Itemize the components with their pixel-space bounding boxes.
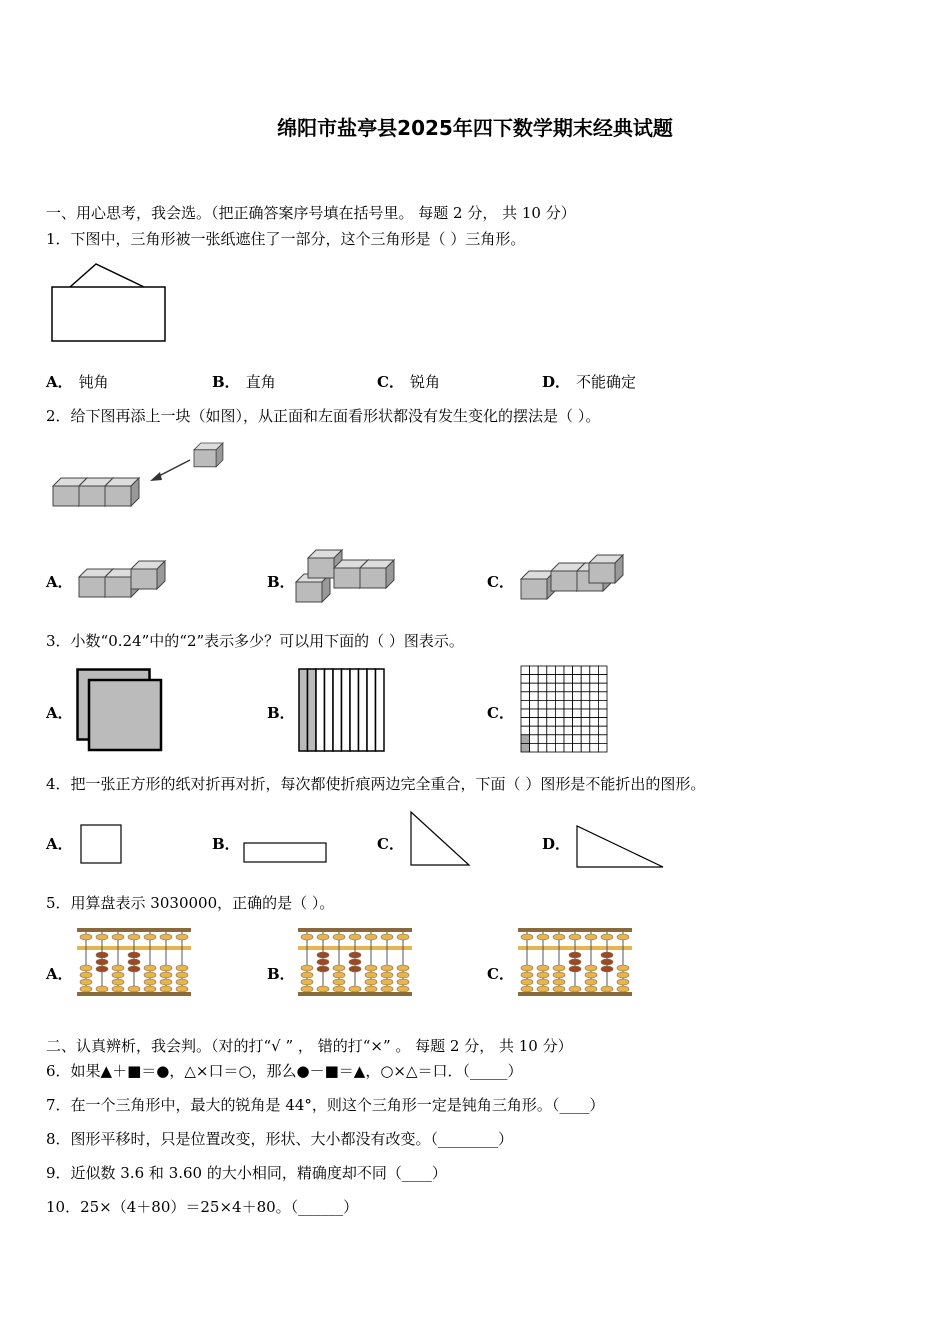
question-5: 5．用算盘表示 3030000，正确的是（ ）。 (46, 894, 335, 912)
grid-cell (573, 692, 582, 701)
abacus-upper-bead (397, 934, 409, 940)
abacus-lower-bead (333, 965, 345, 971)
grid-cell (555, 718, 564, 727)
abacus-lower-bead (317, 959, 329, 965)
abacus-lower-bead (333, 986, 345, 992)
abacus-lower-bead (349, 966, 361, 972)
grid-cell (581, 666, 590, 675)
abacus-upper-bead (617, 934, 629, 940)
abacus-lower-bead (96, 952, 108, 958)
grid-cell (598, 709, 607, 718)
grid-cell (573, 743, 582, 752)
question-4: 4．把一张正方形的纸对折再对折，每次都使折痕两边完全重合，下面（ ）图形是不能折出的图形。 (46, 775, 706, 793)
abacus-lower-bead (112, 972, 124, 978)
abacus-lower-bead (96, 959, 108, 965)
grid-cell (521, 726, 530, 735)
abacus-lower-bead (617, 965, 629, 971)
grid-cell (590, 675, 599, 684)
grid-cell (521, 743, 530, 752)
abacus-upper-bead (80, 934, 92, 940)
strip-cell (325, 669, 334, 751)
abacus-lower-bead (569, 966, 581, 972)
abacus-lower-bead (537, 965, 549, 971)
abacus-lower-bead (397, 986, 409, 992)
abacus-top-bar (298, 928, 412, 932)
grid-cell (547, 726, 556, 735)
grid-cell (573, 666, 582, 675)
grid-cell (590, 726, 599, 735)
strip-cell (342, 669, 351, 751)
q5-option-c-abacus[interactable] (518, 926, 636, 998)
abacus-lower-bead (349, 986, 361, 992)
abacus-lower-bead (585, 965, 597, 971)
abacus-lower-bead (381, 972, 393, 978)
abacus-lower-bead (128, 952, 140, 958)
grid-cell (538, 709, 547, 718)
grid-cell (564, 692, 573, 701)
abacus-lower-bead (349, 952, 361, 958)
strip-cell (376, 669, 385, 751)
abacus-lower-bead (176, 986, 188, 992)
abacus-lower-bead (128, 966, 140, 972)
abacus-lower-bead (112, 979, 124, 985)
q2-cubes-with-arrow-figure (50, 440, 230, 512)
abacus-upper-bead (521, 934, 533, 940)
q3-option-b[interactable]: B． (267, 704, 295, 722)
abacus-lower-bead (96, 986, 108, 992)
abacus-upper-bead (585, 934, 597, 940)
abacus-lower-bead (176, 965, 188, 971)
grid-cell (598, 735, 607, 744)
abacus-lower-bead (349, 959, 361, 965)
grid-cell (547, 709, 556, 718)
grid-cell (598, 700, 607, 709)
abacus-lower-bead (365, 979, 377, 985)
abacus-lower-bead (585, 986, 597, 992)
strip-cell (333, 669, 342, 751)
abacus-lower-bead (537, 986, 549, 992)
abacus-lower-bead (365, 965, 377, 971)
page-title: 绵阳市盐亭县2025年四下数学期末经典试题 (277, 116, 673, 140)
grid-cell (573, 700, 582, 709)
abacus-lower-bead (80, 979, 92, 985)
grid-cell (521, 666, 530, 675)
grid-cell (555, 666, 564, 675)
abacus-lower-bead (397, 965, 409, 971)
abacus-lower-bead (537, 979, 549, 985)
abacus-lower-bead (521, 979, 533, 985)
grid-cell (521, 709, 530, 718)
abacus-lower-bead (144, 979, 156, 985)
q3-option-c[interactable]: C． (487, 704, 514, 722)
grid-cell (555, 735, 564, 744)
q2-option-a[interactable]: A． (46, 573, 73, 591)
grid-cell (573, 709, 582, 718)
abacus-lower-bead (176, 972, 188, 978)
abacus-lower-bead (365, 972, 377, 978)
abacus-lower-bead (96, 966, 108, 972)
q2-option-c-cubes[interactable] (519, 553, 625, 603)
grid-cell (573, 718, 582, 727)
abacus-lower-bead (585, 979, 597, 985)
grid-cell (538, 692, 547, 701)
q2-option-c[interactable]: C． (487, 573, 514, 591)
grid-cell (538, 718, 547, 727)
abacus-upper-bead (537, 934, 549, 940)
grid-cell (598, 675, 607, 684)
abacus-lower-bead (381, 986, 393, 992)
abacus-lower-bead (569, 986, 581, 992)
grid-cell (530, 709, 539, 718)
abacus-lower-bead (160, 979, 172, 985)
abacus-upper-bead (553, 934, 565, 940)
grid-cell (598, 743, 607, 752)
strip-cell (316, 669, 325, 751)
grid-cell (590, 709, 599, 718)
grid-cell (530, 666, 539, 675)
grid-cell (564, 743, 573, 752)
abacus-lower-bead (569, 959, 581, 965)
grid-cell (590, 692, 599, 701)
grid-cell (547, 666, 556, 675)
q5-option-b-abacus[interactable] (298, 926, 416, 998)
abacus-lower-bead (128, 959, 140, 965)
abacus-lower-bead (112, 965, 124, 971)
q3-option-b-strips[interactable] (298, 668, 386, 752)
abacus-upper-bead (112, 934, 124, 940)
strip-cell (299, 669, 308, 751)
section-heading-1: 一、用心思考，我会选。（把正确答案序号填在括号里。 每题 2 分， 共 10 分） (46, 204, 576, 222)
abacus-bottom-bar (77, 992, 191, 996)
grid-cell (530, 718, 539, 727)
abacus-lower-bead (601, 986, 613, 992)
q4-option-c[interactable]: C． (377, 835, 404, 853)
question-8: 8．图形平移时，只是位置改变，形状、大小都没有改变。（________） (46, 1130, 514, 1148)
grid-cell (564, 683, 573, 692)
strip-cell (367, 669, 376, 751)
grid-cell (590, 718, 599, 727)
grid-cell (547, 683, 556, 692)
q4-option-a[interactable]: A． (46, 835, 73, 853)
grid-cell (538, 700, 547, 709)
grid-cell (555, 726, 564, 735)
grid-cell (555, 700, 564, 709)
q4-option-a-square[interactable] (80, 824, 124, 866)
grid-cell (573, 675, 582, 684)
grid-cell (521, 700, 530, 709)
grid-cell (598, 683, 607, 692)
grid-cell (538, 743, 547, 752)
abacus-upper-bead (381, 934, 393, 940)
abacus-lower-bead (381, 979, 393, 985)
grid-cell (581, 683, 590, 692)
abacus-lower-bead (601, 966, 613, 972)
q4-option-d[interactable]: D． (542, 835, 571, 853)
question-1: 1．下图中，三角形被一张纸遮住了一部分，这个三角形是（ ）三角形。 (46, 230, 526, 248)
section-heading-2: 二、认真辨析，我会判。（对的打“√ ” ， 错的打“×” 。 每题 2 分， 共 10 分） (46, 1037, 573, 1055)
abacus-upper-bead (601, 934, 613, 940)
abacus-bottom-bar (298, 992, 412, 996)
abacus-lower-bead (317, 966, 329, 972)
q1-option-b[interactable]: B． 直角 (212, 373, 276, 391)
grid-cell (530, 735, 539, 744)
abacus-lower-bead (521, 986, 533, 992)
q5-option-a[interactable]: A． (46, 965, 73, 983)
abacus-lower-bead (553, 972, 565, 978)
abacus-lower-bead (301, 965, 313, 971)
grid-cell (555, 683, 564, 692)
q2-option-b-cubes[interactable] (296, 548, 402, 604)
grid-cell (581, 735, 590, 744)
abacus-lower-bead (617, 986, 629, 992)
abacus-lower-bead (617, 972, 629, 978)
grid-cell (581, 675, 590, 684)
abacus-lower-bead (80, 972, 92, 978)
abacus-lower-bead (80, 986, 92, 992)
grid-cell (564, 726, 573, 735)
grid-cell (538, 675, 547, 684)
grid-cell (590, 666, 599, 675)
q1-option-a[interactable]: A． 钝角 (46, 373, 109, 391)
abacus-lower-bead (144, 965, 156, 971)
q1-covered-triangle-figure (50, 262, 168, 344)
abacus-lower-bead (160, 965, 172, 971)
q2-option-a-cubes[interactable] (76, 555, 176, 599)
abacus-upper-bead (96, 934, 108, 940)
strip-cell (308, 669, 317, 751)
abacus-lower-bead (521, 965, 533, 971)
grid-cell (530, 683, 539, 692)
question-10: 10．25×（4＋80）＝25×4＋80。（______） (46, 1198, 359, 1216)
abacus-top-bar (77, 928, 191, 932)
q3-option-a[interactable]: A． (46, 704, 73, 722)
abacus-lower-bead (601, 952, 613, 958)
q3-option-a-squares[interactable] (76, 668, 164, 752)
question-3: 3．小数“0.24”中的“2”表示多少？可以用下面的（ ）图表示。 (46, 632, 464, 650)
q4-option-c-right-triangle[interactable] (409, 810, 473, 868)
grid-cell (555, 709, 564, 718)
abacus-lower-bead (381, 965, 393, 971)
grid-cell (590, 735, 599, 744)
abacus-lower-bead (365, 986, 377, 992)
grid-cell (521, 735, 530, 744)
abacus-lower-bead (333, 979, 345, 985)
abacus-lower-bead (397, 972, 409, 978)
abacus-upper-bead (176, 934, 188, 940)
abacus-upper-bead (349, 934, 361, 940)
abacus-upper-bead (160, 934, 172, 940)
abacus-lower-bead (601, 959, 613, 965)
grid-cell (521, 683, 530, 692)
abacus-upper-bead (333, 934, 345, 940)
abacus-lower-bead (301, 979, 313, 985)
grid-cell (555, 743, 564, 752)
grid-cell (521, 718, 530, 727)
abacus-lower-bead (160, 972, 172, 978)
grid-cell (530, 700, 539, 709)
grid-cell (530, 743, 539, 752)
abacus-lower-bead (521, 972, 533, 978)
grid-cell (564, 709, 573, 718)
abacus-upper-bead (317, 934, 329, 940)
grid-cell (573, 726, 582, 735)
abacus-lower-bead (301, 972, 313, 978)
question-6: 6．如果▲＋■＝●，△×口＝○，那么●－■＝▲，○×△＝口．（_____） (46, 1062, 523, 1080)
q2-option-b[interactable]: B． (267, 573, 295, 591)
q3-option-c-grid[interactable] (520, 665, 610, 753)
abacus-upper-bead (128, 934, 140, 940)
grid-cell (581, 743, 590, 752)
abacus-lower-bead (333, 972, 345, 978)
grid-cell (538, 735, 547, 744)
abacus-lower-bead (176, 979, 188, 985)
abacus-lower-bead (128, 986, 140, 992)
grid-cell (547, 743, 556, 752)
abacus-top-bar (518, 928, 632, 932)
abacus-lower-bead (585, 972, 597, 978)
grid-cell (547, 718, 556, 727)
grid-cell (573, 735, 582, 744)
abacus-upper-bead (569, 934, 581, 940)
abacus-lower-bead (144, 986, 156, 992)
grid-cell (538, 726, 547, 735)
abacus-lower-bead (553, 979, 565, 985)
grid-cell (598, 718, 607, 727)
q4-option-d-right-triangle[interactable] (575, 824, 667, 870)
grid-cell (555, 675, 564, 684)
grid-cell (581, 709, 590, 718)
grid-cell (530, 726, 539, 735)
grid-cell (521, 692, 530, 701)
grid-cell (530, 675, 539, 684)
grid-cell (590, 683, 599, 692)
grid-cell (581, 692, 590, 701)
grid-cell (564, 700, 573, 709)
q1-option-d[interactable]: D． 不能确定 (542, 373, 637, 391)
grid-cell (581, 718, 590, 727)
question-9: 9．近似数 3.6 和 3.60 的大小相同，精确度却不同（____） (46, 1164, 447, 1182)
abacus-lower-bead (317, 986, 329, 992)
q4-option-b[interactable]: B． (212, 835, 240, 853)
abacus-lower-bead (397, 979, 409, 985)
q5-option-a-abacus[interactable] (77, 926, 195, 998)
abacus-bottom-bar (518, 992, 632, 996)
grid-cell (590, 700, 599, 709)
grid-cell (547, 675, 556, 684)
abacus-upper-bead (365, 934, 377, 940)
question-2: 2．给下图再添上一块（如图），从正面和左面看形状都没有发生变化的摆法是（ ）。 (46, 407, 601, 425)
grid-cell (581, 700, 590, 709)
grid-cell (530, 692, 539, 701)
abacus-upper-bead (144, 934, 156, 940)
grid-cell (555, 692, 564, 701)
grid-cell (521, 675, 530, 684)
grid-cell (564, 718, 573, 727)
grid-cell (590, 743, 599, 752)
grid-cell (573, 683, 582, 692)
grid-cell (598, 692, 607, 701)
abacus-lower-bead (553, 965, 565, 971)
q5-option-c[interactable]: C． (487, 965, 514, 983)
grid-cell (547, 735, 556, 744)
q4-option-b-rectangle[interactable] (243, 842, 329, 864)
abacus-upper-bead (301, 934, 313, 940)
grid-cell (538, 666, 547, 675)
abacus-lower-bead (80, 965, 92, 971)
abacus-lower-bead (112, 986, 124, 992)
q5-option-b[interactable]: B． (267, 965, 295, 983)
grid-cell (598, 726, 607, 735)
q1-option-c[interactable]: C． 锐角 (377, 373, 440, 391)
grid-cell (564, 666, 573, 675)
strip-cell (359, 669, 368, 751)
strip-cell (350, 669, 359, 751)
abacus-lower-bead (569, 952, 581, 958)
abacus-lower-bead (617, 979, 629, 985)
abacus-lower-bead (160, 986, 172, 992)
grid-cell (564, 735, 573, 744)
grid-cell (564, 675, 573, 684)
grid-cell (547, 692, 556, 701)
grid-cell (538, 683, 547, 692)
grid-cell (598, 666, 607, 675)
abacus-lower-bead (301, 986, 313, 992)
abacus-lower-bead (317, 952, 329, 958)
grid-cell (547, 700, 556, 709)
abacus-lower-bead (553, 986, 565, 992)
grid-cell (581, 726, 590, 735)
abacus-lower-bead (144, 972, 156, 978)
question-7: 7．在一个三角形中，最大的锐角是 44°，则这个三角形一定是钝角三角形。（____） (46, 1096, 605, 1114)
abacus-lower-bead (537, 972, 549, 978)
